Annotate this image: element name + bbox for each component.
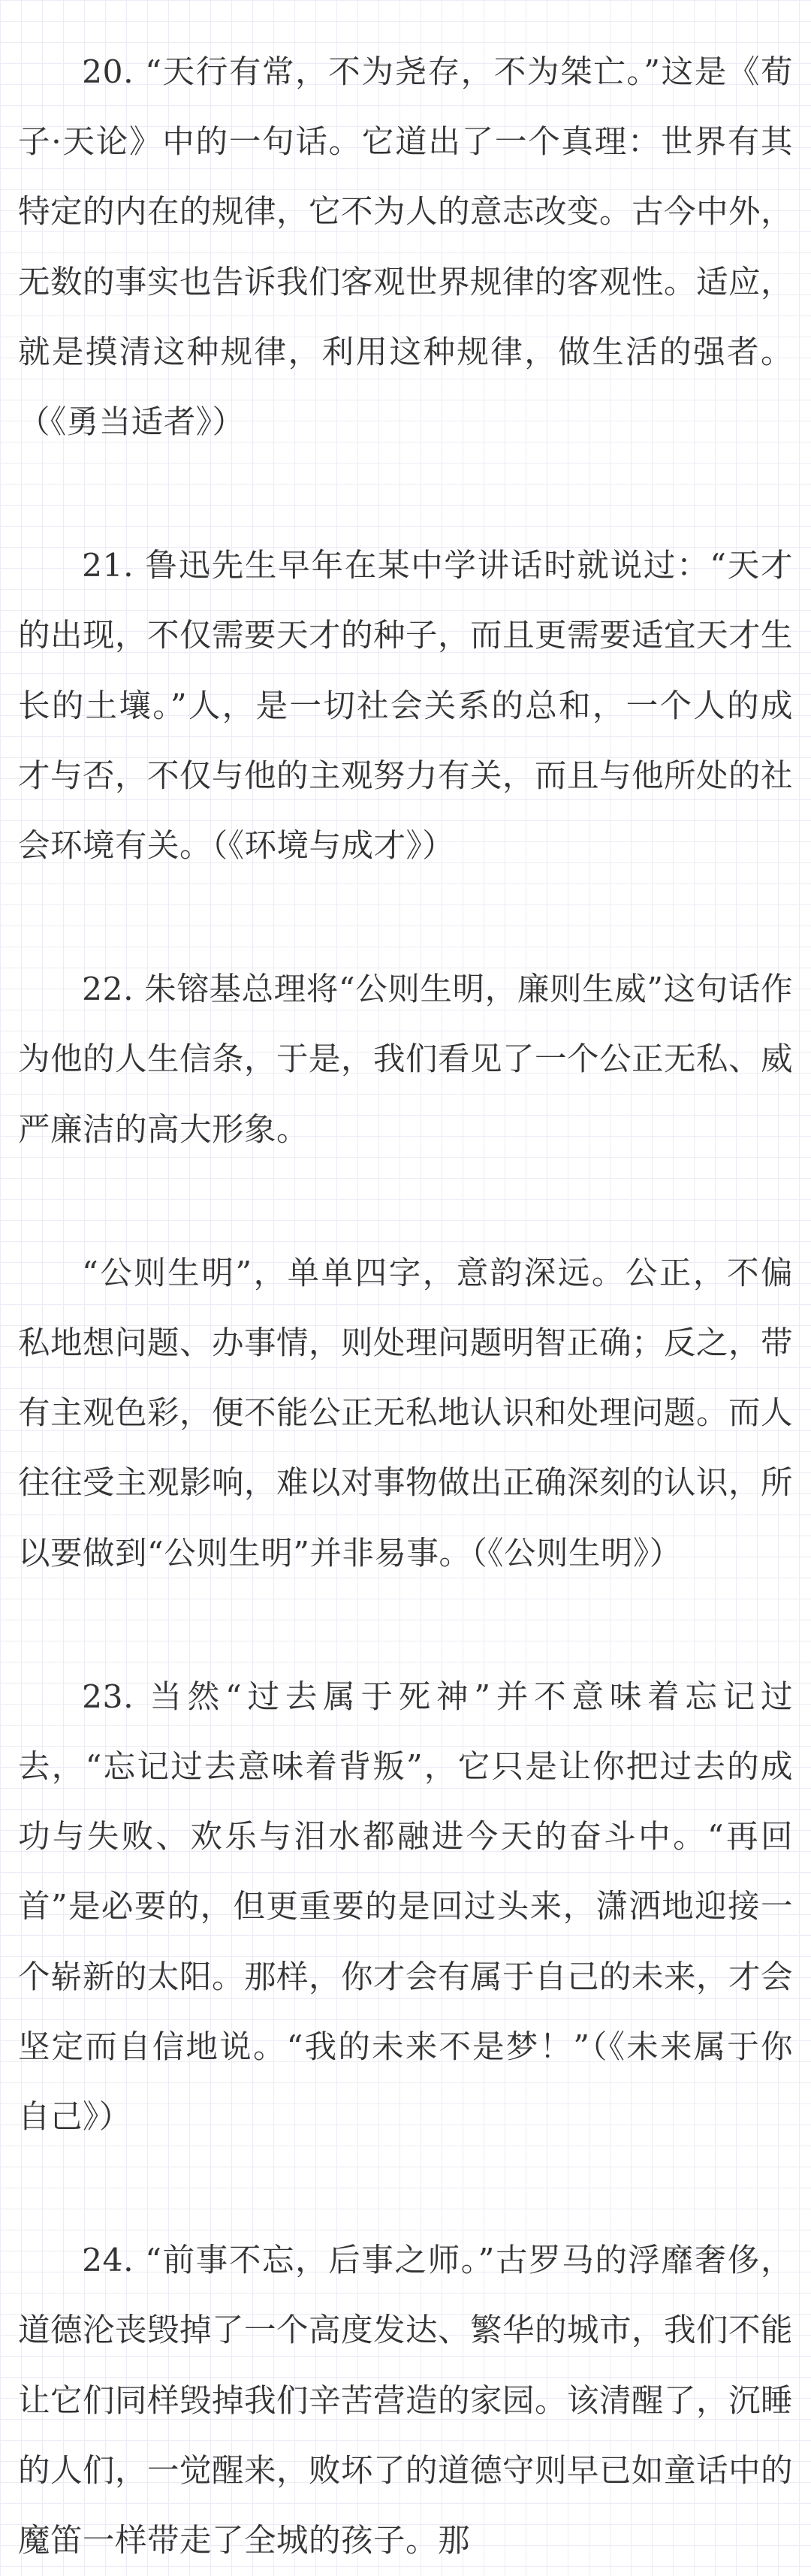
paragraph-gap [18,458,793,531]
paragraph-21: 21. 鲁迅先生早年在某中学讲话时就说过：“天才的出现，不仅需要天才的种子，而且更需要适宜天才生长的土壤。”人，是一切社会关系的总和，一个人的成才与否，不仅与他的主观努力有关，而且与他所处的社会环境有关。（《环境与成才》） [18,548,794,865]
paragraph-22: 22. 朱镕基总理将“公则生明，廉则生威”这句话作为他的人生信条，于是，我们看见了一个公正无私、威严廉洁的高大形象。 [18,971,794,1149]
paragraph-gap [18,881,793,955]
paragraph-gap [18,1589,793,1662]
paragraph-24: 24. “前事不忘，后事之师。”古罗马的浮靡奢侈，道德沦丧毁掉了一个高度发达、繁华的城市，我们不能让它们同样毁掉我们辛苦营造的家园。该清醒了，沉睡的人们，一觉醒来，败坏了的道德守则早已如童话中的魔笛一样带走了全城的孩子。那 [18,2242,794,2560]
paragraph-20: 20. “天行有常，不为尧存，不为桀亡。”这是《荀子·天论》中的一句话。它道出了一个真理：世界有其特定的内在的规律，它不为人的意志改变。古今中外，无数的事实也告诉我们客观世界规律的客观性。适应，就是摸清这种规律，利用这种规律，做生活的强者。（《勇当适者》） [18,54,794,442]
paragraph-22-continued: “公则生明”，单单四字，意韵深远。公正，不偏私地想问题、办事情，则处理问题明智正确；反之，带有主观色彩，便不能公正无私地认识和处理问题。而人往往受主观影响，难以对事物做出正确深刻的认识，所以要做到“公则生明”并非易事。（《公则生明》） [18,1255,794,1572]
paragraph-23: 23. 当然“过去属于死神”并不意味着忘记过去，“忘记过去意味着背叛”，它只是让你把过去的成功与失败、欢乐与泪水都融进今天的奋斗中。“再回首”是必要的，但更重要的是回过头来，潇洒地迎接一个崭新的太阳。那样，你才会有属于自己的未来，才会坚定而自信地说。“我的未来不是梦！”（《未来属于你自己》） [18,1678,794,2137]
paragraph-gap [18,2152,793,2226]
paragraph-gap [18,1165,793,1239]
